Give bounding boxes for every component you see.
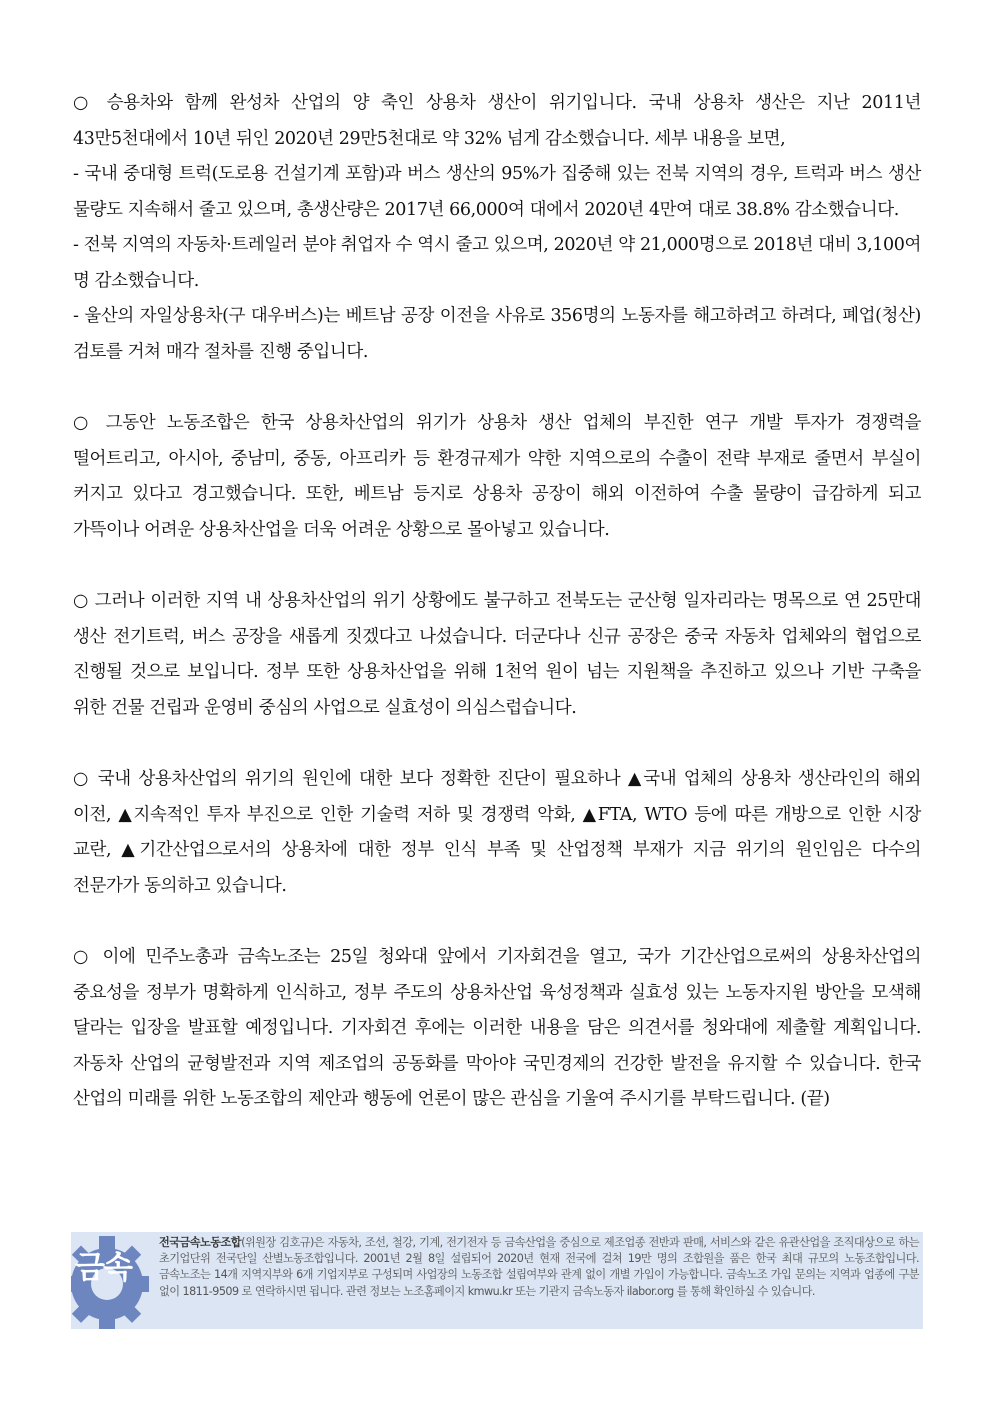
paragraph-commercial-vehicle-crisis — [73, 86, 921, 370]
union-description — [159, 1232, 923, 1300]
paragraph-line: ○ 승용차와 함께 완성차 산업의 양 축인 상용차 생산이 위기입니다. 국내 상용차 생산은 지난 2011년 43만5천대에서 10년 뒤인 2020년 29만5천대로 약 32% 넘게 감소했습니다. 세부 내용을 보면, — [73, 93, 921, 149]
paragraph-line: ○ 국내 상용차산업의 위기의 원인에 대한 보다 정확한 진단이 필요하나 ▲국내 업체의 상용차 생산라인의 해외 이전, ▲지속적인 투자 부진으로 인한 기술력 저하 및 경쟁력 악화, ▲FTA, WTO 등에 따른 개방으로 인한 시장 교란, ▲기간산업으로서의 상용차에 대한 정부 인식 부족 및 산업정책 부재가 지금 위기의 원인임은 다수의 전문가가 동의하고 있습니다. — [73, 769, 921, 896]
paragraph-union-warning — [73, 406, 921, 548]
paragraph-line: ○ 그동안 노동조합은 한국 상용차산업의 위기가 상용차 생산 업체의 부진한 연구 개발 투자가 경쟁력을 떨어트리고, 아시아, 중남미, 중동, 아프리카 등 환경규제가 약한 지역으로의 수출이 전략 부재로 줄면서 부실이 커지고 있다고 경고했습니다. 또한, 베트남 등지로 상용차 공장이 해외 이전하여 수출 물량이 급감하게 되고 가뜩이나 어려운 상용차산업을 더욱 어려운 상황으로 몰아넣고 있습니다. — [73, 413, 921, 540]
union-name: 전국금속노동조합 — [159, 1236, 242, 1249]
paragraph-crisis-causes — [73, 762, 921, 904]
paragraph-line: ○ 그러나 이러한 지역 내 상용차산업의 위기 상황에도 불구하고 전북도는 군산형 일자리라는 명목으로 연 25만대 생산 전기트럭, 버스 공장을 새롭게 짓겠다고 나섰습니다. 더군다나 신규 공장은 중국 자동차 업체와의 협업으로 진행될 것으로 보입니다. 정부 또한 상용차산업을 위해 1천억 원이 넘는 지원책을 추진하고 있으나 기반 구축을 위한 건물 건립과 운영비 중심의 사업으로 실효성이 의심스럽습니다. — [73, 591, 921, 718]
paragraph-line: - 국내 중대형 트럭(도로용 건설기계 포함)과 버스 생산의 95%가 집중해 있는 전북 지역의 경우, 트럭과 버스 생산 물량도 지속해서 줄고 있으며, 총생산량은 2017년 66,000여 대에서 2020년 4만여 대로 38.8% 감소했습니다. — [73, 164, 921, 220]
union-logo — [71, 1232, 159, 1329]
logo-text: 금속 — [75, 1250, 131, 1286]
paragraph-gunsan-plan — [73, 584, 921, 726]
union-description-body: (위원장 김호규)은 자동차, 조선, 철강, 기계, 전기전자 등 금속산업을 중심으로 제조업종 전반과 판매, 서비스와 같은 유관산업을 조직대상으로 하는 초기업단위 전국단일 산별노동조합입니다. 2001년 2월 8일 설립되어 2020년 현재 전국에 걸쳐 19만 명의 조합원을 품은 한국 최대 규모의 노동조합입니다. 금속노조는 14개 지역지부와 6개 기업지부로 구성되며 사업장의 노동조합 설립여부와 관계 없이 개별 가입이 가능합니다. 금속노조 가입 문의는 지역과 업종에 구분 없이 1811-9509 로 연락하시면 됩니다. 관련 정보는 노조홈페이지 kmwu.kr 또는 기관지 금속노동자 ilabor.org 를 통해 확인하실 수 있습니다. — [159, 1236, 919, 1298]
paragraph-press-conference — [73, 940, 921, 1118]
paragraph-line: - 울산의 자일상용차(구 대우버스)는 베트남 공장 이전을 사유로 356명의 노동자를 해고하려고 하려다, 폐업(청산) 검토를 거쳐 매각 절차를 진행 중입니다. — [73, 306, 921, 362]
paragraph-line: - 전북 지역의 자동차·트레일러 분야 취업자 수 역시 줄고 있으며, 2020년 약 21,000명으로 2018년 대비 3,100여 명 감소했습니다. — [73, 235, 921, 291]
paragraph-line: ○ 이에 민주노총과 금속노조는 25일 청와대 앞에서 기자회견을 열고, 국가 기간산업으로써의 상용차산업의 중요성을 정부가 명확하게 인식하고, 정부 주도의 상용차산업 육성정책과 실효성 있는 노동자지원 방안을 모색해 달라는 입장을 발표할 예정입니다. 기자회견 후에는 이러한 내용을 담은 의견서를 청와대에 제출할 계획입니다. 자동차 산업의 균형발전과 지역 제조업의 공동화를 막아야 국민경제의 건강한 발전을 유지할 수 있습니다. 한국 산업의 미래를 위한 노동조합의 제안과 행동에 언론이 많은 관심을 기울여 주시기를 부탁드립니다. (끝) — [73, 947, 921, 1109]
press-release-body — [73, 86, 921, 1154]
union-info-footer — [71, 1232, 923, 1329]
